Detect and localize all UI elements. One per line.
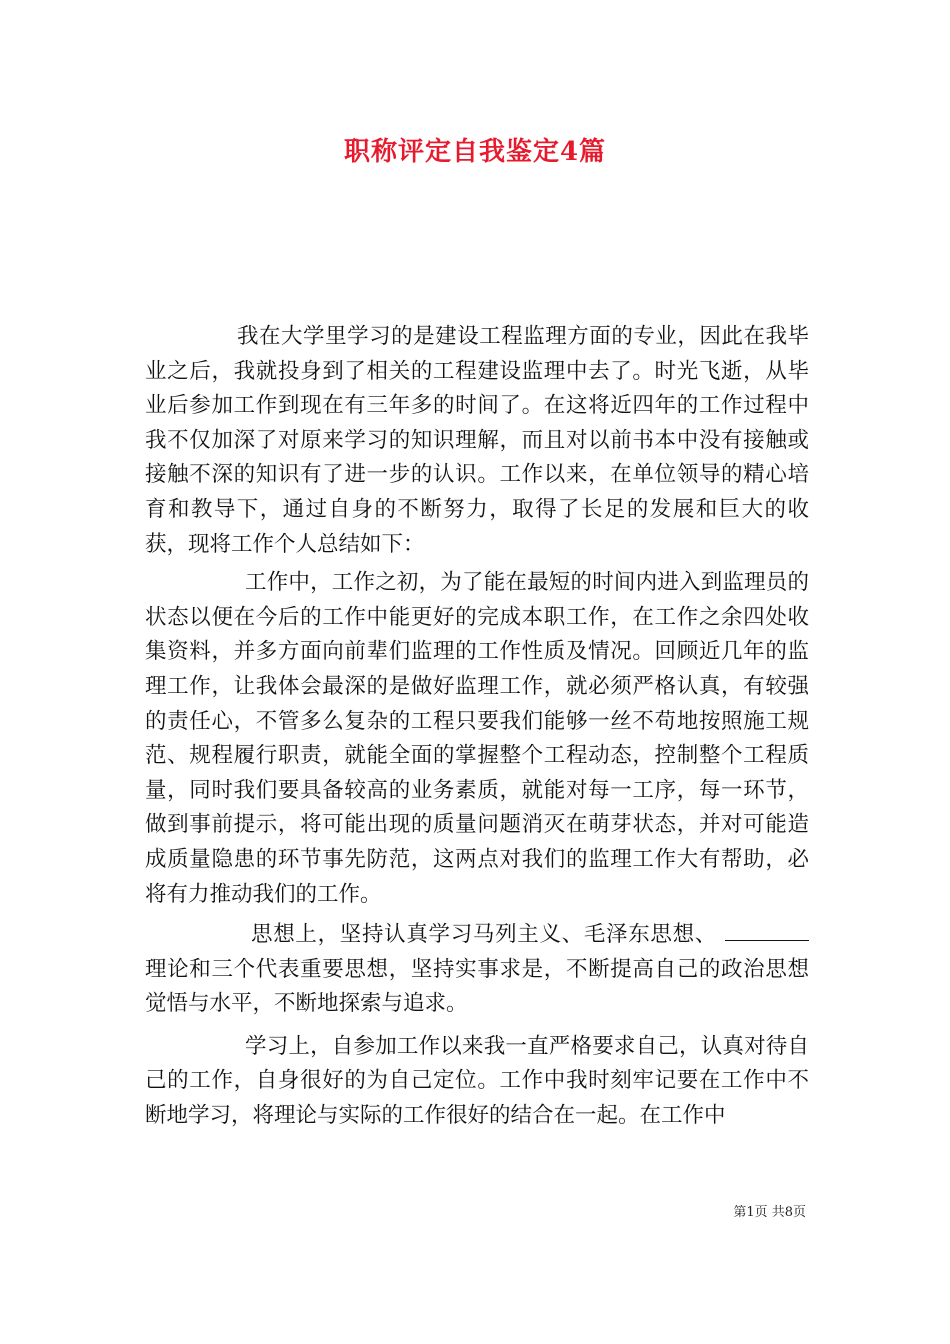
paragraph-thought-part2: 理论和三个代表重要思想，坚持实事求是，不断提高自己的政治思想觉悟与水平，不断地探索与追求。 xyxy=(145,956,809,1017)
paragraph-work: 工作中，工作之初，为了能在最短的时间内进入到监理员的状态以便在今后的工作中能更好的完成本职工作，在工作之余四处收集资料，并多方面向前辈们监理的工作性质及情况。回顾近几年的监理工作，让我体会最深的是做好监理工作，就必须严格认真，有较强的责任心，不管多么复杂的工程只要我们能够一丝不苟地按照施工规范、规程履行职责，就能全面的掌握整个工程动态，控制整个工程质量，同时我们要具备较高的业务素质，就能对每一工序，每一环节，做到事前提示，将可能出现的质量问题消灭在萌芽状态，并对可能造成质量隐患的环节事先防范，这两点对我们的监理工作大有帮助，必将有力推动我们的工作。 xyxy=(145,570,809,907)
page-number: 第1页 共8页 xyxy=(733,1205,806,1220)
paragraph-intro: 我在大学里学习的是建设工程监理方面的专业，因此在我毕业之后，我就投身到了相关的工程建设监理中去了。时光飞逝，从毕业后参加工作到现在有三年多的时间了。在这将近四年的工作过程中我不仅加深了对原来学习的知识理解，而且对以前书本中没有接触或接触不深的知识有了进一步的认识。工作以来，在单位领导的精心培育和教导下，通过自身的不断努力，取得了长足的发展和巨大的收获，现将工作个人总结如下： xyxy=(145,324,809,557)
fill-in-blank xyxy=(725,922,809,941)
paragraph-thought xyxy=(145,918,809,1022)
document-title: 职称评定自我鉴定4篇 xyxy=(343,137,607,167)
paragraph-thought-part1: 思想上，坚持认真学习马列主义、毛泽东思想、 xyxy=(251,922,717,948)
paragraph-study: 学习上，自参加工作以来我一直严格要求自己，认真对待自己的工作，自身很好的为自己定位。工作中我时刻牢记要在工作中不断地学习，将理论与实际的工作很好的结合在一起。在工作中 xyxy=(145,1033,809,1129)
document-body xyxy=(145,320,809,1134)
